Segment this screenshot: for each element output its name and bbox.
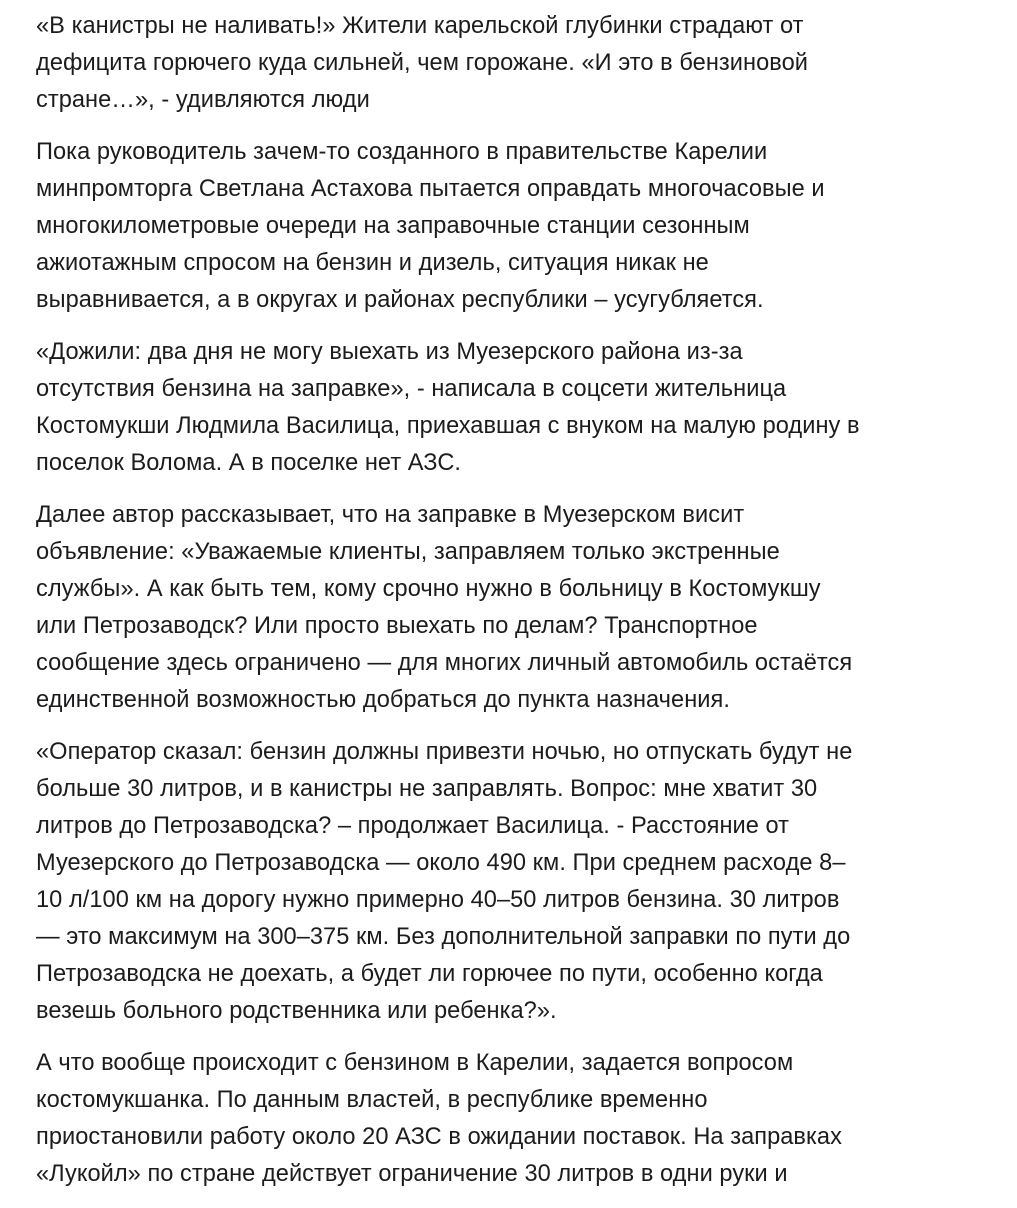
article-paragraph-3	[36, 334, 986, 482]
text-line: многокилометровые очереди на заправочные станции сезонным	[36, 213, 750, 239]
text-line: дефицита горючего куда сильней, чем горожане. «И это в бензиновой	[36, 50, 808, 76]
text-line: поселок Волома. А в поселке нет АЗС.	[36, 450, 462, 476]
text-line: «Дожили: два дня не могу выехать из Муезерского района из-за	[36, 339, 743, 365]
text-line: костомукшанка. По данным властей, в республике временно	[36, 1087, 708, 1113]
text-line: Костомукши Людмила Василица, приехавшая с внуком на малую родину в	[36, 413, 860, 439]
article-paragraph-5	[36, 734, 986, 1030]
text-line: А что вообще происходит с бензином в Карелии, задается вопросом	[36, 1050, 794, 1076]
text-line: службы». А как быть тем, кому срочно нужно в больницу в Костомукшу	[36, 576, 821, 602]
article-paragraph-4	[36, 497, 986, 719]
text-line: Далее автор рассказывает, что на заправке в Муезерском висит	[36, 502, 745, 528]
text-line: Муезерского до Петрозаводска — около 490 км. При среднем расходе 8–	[36, 850, 846, 876]
text-line: сообщение здесь ограничено — для многих личный автомобиль остаётся	[36, 650, 853, 676]
article-paragraph-6	[36, 1045, 986, 1193]
text-line: литров до Петрозаводска? – продолжает Василица. - Расстояние от	[36, 813, 790, 839]
text-line: везешь больного родственника или ребенка?».	[36, 998, 557, 1024]
text-line: приостановили работу около 20 АЗС в ожидании поставок. На заправках	[36, 1124, 842, 1150]
text-line: отсутствия бензина на заправке», - написала в соцсети жительница	[36, 376, 787, 402]
article-paragraph-2	[36, 134, 986, 319]
text-line: «В канистры не наливать!» Жители карельской глубинки страдают от	[36, 13, 804, 39]
text-line: 10 л/100 км на дорогу нужно примерно 40–50 литров бензина. 30 литров	[36, 887, 840, 913]
text-line: Пока руководитель зачем-то созданного в правительстве Карелии	[36, 139, 768, 165]
text-line: — это максимум на 300–375 км. Без дополнительной заправки по пути до	[36, 924, 851, 950]
text-line: «Оператор сказал: бензин должны привезти ночью, но отпускать будут не	[36, 739, 853, 765]
text-line: ажиотажным спросом на бензин и дизель, ситуация никак не	[36, 250, 709, 276]
article-paragraph-1	[36, 8, 986, 119]
text-line: объявление: «Уважаемые клиенты, заправляем только экстренные	[36, 539, 780, 565]
text-line: больше 30 литров, и в канистры не заправлять. Вопрос: мне хватит 30	[36, 776, 818, 802]
text-line: «Лукойл» по стране действует ограничение 30 литров в одни руки и	[36, 1161, 788, 1187]
text-line: выравнивается, а в округах и районах республики – усугубляется.	[36, 287, 764, 313]
text-line: или Петрозаводск? Или просто выехать по делам? Транспортное	[36, 613, 758, 639]
text-line: единственной возможностью добраться до пункта назначения.	[36, 687, 730, 713]
text-line: минпромторга Светлана Астахова пытается оправдать многочасовые и	[36, 176, 825, 202]
text-line: стране…», - удивляются люди	[36, 87, 370, 113]
article-body	[36, 8, 986, 1208]
text-line: Петрозаводска не доехать, а будет ли горючее по пути, особенно когда	[36, 961, 823, 987]
